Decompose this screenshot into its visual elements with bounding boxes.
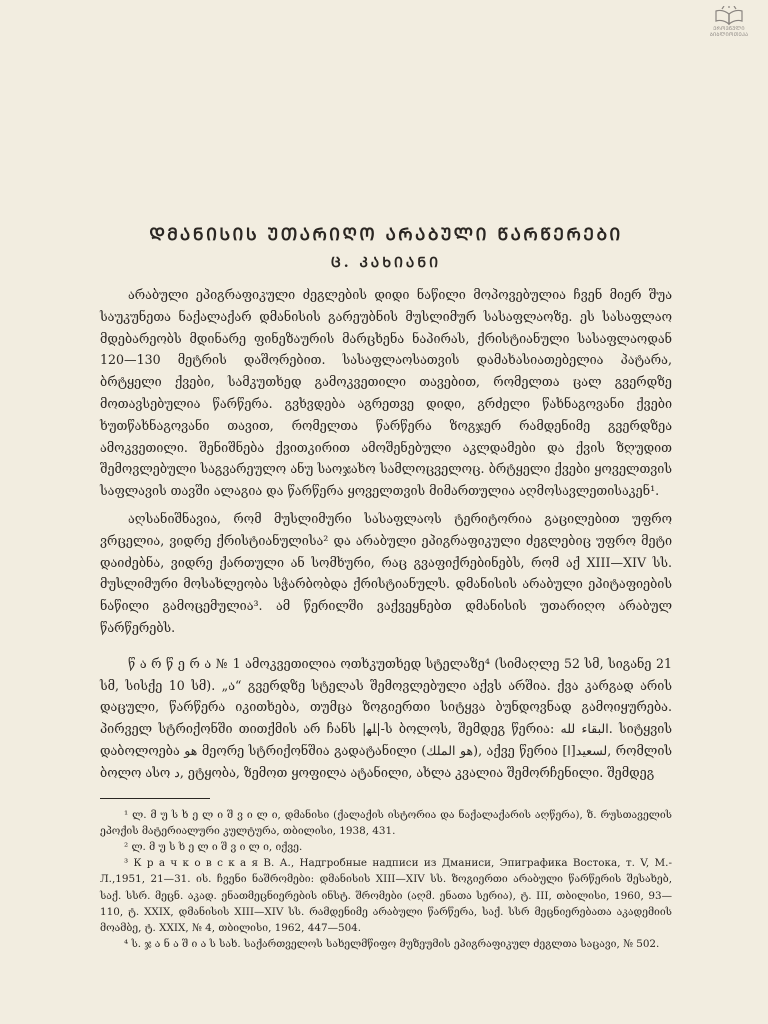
footnote-3: ³ К р а ч к о в с к а я В. А., Надгробные надписи из Дманиси, Эпиграфика Востока, т. V, М.-Л.,1951, 21—31. ის. ჩვენი ნაშრომები: დმანისის XIII—XIV სს. ზოგიერთი არაბული წარწერის შესახებ, საქ. სსრ. მეცნ. აკად. ენათმეცნიერების ინსტ. შრომები (აღმ. ენათა სერია), ტ. III, თბილისი, 1960, 93—110, ტ. XXIX, დმანისის XIII—XIV სს. რამდენიმე არაბული წარწერა, საქ. სსრ მეცნიერებათა აკადემიის მოამბე, ტ. XXIX, № 4, თბილისი, 1962, 447—504. [100, 857, 672, 934]
article-author: Ც. ᲙᲐᲮᲘᲐᲜᲘ [330, 255, 442, 271]
footnote-divider [100, 798, 210, 799]
article-title: ᲓᲛᲐᲜᲘᲡᲘᲡ ᲣᲗᲐᲠᲘᲦᲝ ᲐᲠᲐᲑᲣᲚᲘ ᲬᲐᲠᲬᲔᲠᲔᲑᲘ [149, 225, 623, 245]
paragraph-3: წ ა რ წ ე რ ა № 1 ამოკვეთილია ოთხკუთხედ სტელაზე⁴ (სიმაღლე 52 სმ, სიგანე 21 სმ, სისქე 10 სმ). „ა“ გვერდზე სტელას შემოვლებული აქვს არშია. ქვა კარგად არის დაცული, წარწერა იკითხება, თუმცა ზოგიერთი სიტყვა ბუნდოვნად გამოიყურება. პირველ სტრიქონში თითქმის არ ჩანს |ﻠﻬ|-ს ბოლოს, შემდეგ წერია: ﺍﻟﺒﻘﺎﺀ ﻟﻠﻪ. სიტყვის დაბოლოება ﻫﻮ მეორე სტრიქონშია გადატანილი (ﻫﻮ ﺍﻟﻤﻠﻚ), აქვე წერია [ﺍ]ﻟﺴﻌﻴﺪ, რომლის ბოლო ასო ﺩ, ეტყობა, ზემოთ ყოფილა ატანილი, ახლა კვალია შემორჩენილი. შემდეგ [100, 655, 673, 780]
paragraph-1: არაბული ეპიგრაფიკული ძეგლების დიდი ნაწილი მოპოვებულია ჩვენ მიერ შუა საუკუნეთა ნაქალაქარ დმანისის გარეუბნის მუსლიმურ სასაფლაოზე. ეს სასაფლაო მდებარეობს მდინარე ფინეზაურის მარცხენა ნაპირას, ქრისტიანული სასაფლაოდან 120—130 მეტრის დაშორებით. სასაფლაოსათვის დამახასიათებელია პატარა, ბრტყელი ქვები, სამკუთხედ გამოკვეთილი თავებით, რომელთა ცალ გვერდზე მოთავსებულია წარწერა. გვხვდება აგრეთვე დიდი, გრძელი წახნაგოვანი ქვები ხუთწახნაგოვანი თავით, რომელთა წარწერა ზოგჯერ რამდენიმე გვერდზეა ამოკვეთილი. შენიშნება ქვითკირით ამოშენებული აკლდამები და ქვის ზღუდით შემოვლებული საგვარეულო ანუ საოჯახო სამლოცველოც. ბრტყელი ქვები ყოველთვის საფლავის თავში ალაგია და წარწერა ყოველთვის მიმართულია აღმოსავლეთისაკენ¹. [100, 287, 672, 499]
article [100, 222, 672, 952]
paragraph-2: აღსანიშნავია, რომ მუსლიმური სასაფლაოს ტერიტორია გაცილებით უფრო ვრცელია, ვიდრე ქრისტიანულისა² და არაბული ეპიგრაფიკული ძეგლებიც უფრო მეტი დაიძებნა, ვიდრე ქართული ან სომხური, რაც გვაფიქრებინებს, რომ აქ XIII—XIV სს. მუსლიმური მოსახლეობა სჭარბობდა ქრისტიანულს. დმანისის არაბული ეპიტაფიების ნაწილი გამოცემულია³. ამ წერილში ვაქვეყნებთ დმანისის უთარიღო არაბულ წარწერებს. [100, 510, 672, 635]
open-book-icon [704, 6, 754, 26]
library-logo [704, 6, 754, 38]
footnote-4: ⁴ ს. ჯ ა ნ ა შ ი ა ს სახ. საქართველოს სახელმწიფო მუზეუმის ეპიგრაფიკულ ძეგლთა საცავი, № 502. [124, 938, 660, 951]
footnote-2: ² ლ. მ უ ს ხ ე ლ ი შ ვ ი ლ ი, იქვე. [124, 840, 303, 853]
logo-caption: ᲔᲠᲝᲕᲜᲣᲚᲘ ᲑᲘᲑᲚᲘᲝᲗᲔᲙᲐ [709, 26, 749, 38]
footnote-1: ¹ ლ. მ უ ს ხ ე ლ ი შ ვ ი ლ ი, დმანისი (ქალაქის ისტორია და ნაქალაქარის აღწერა), ზ. რუსთაველის ეპოქის მატერიალური კულტურა, თბილისი, 1938, 431. [100, 808, 672, 837]
